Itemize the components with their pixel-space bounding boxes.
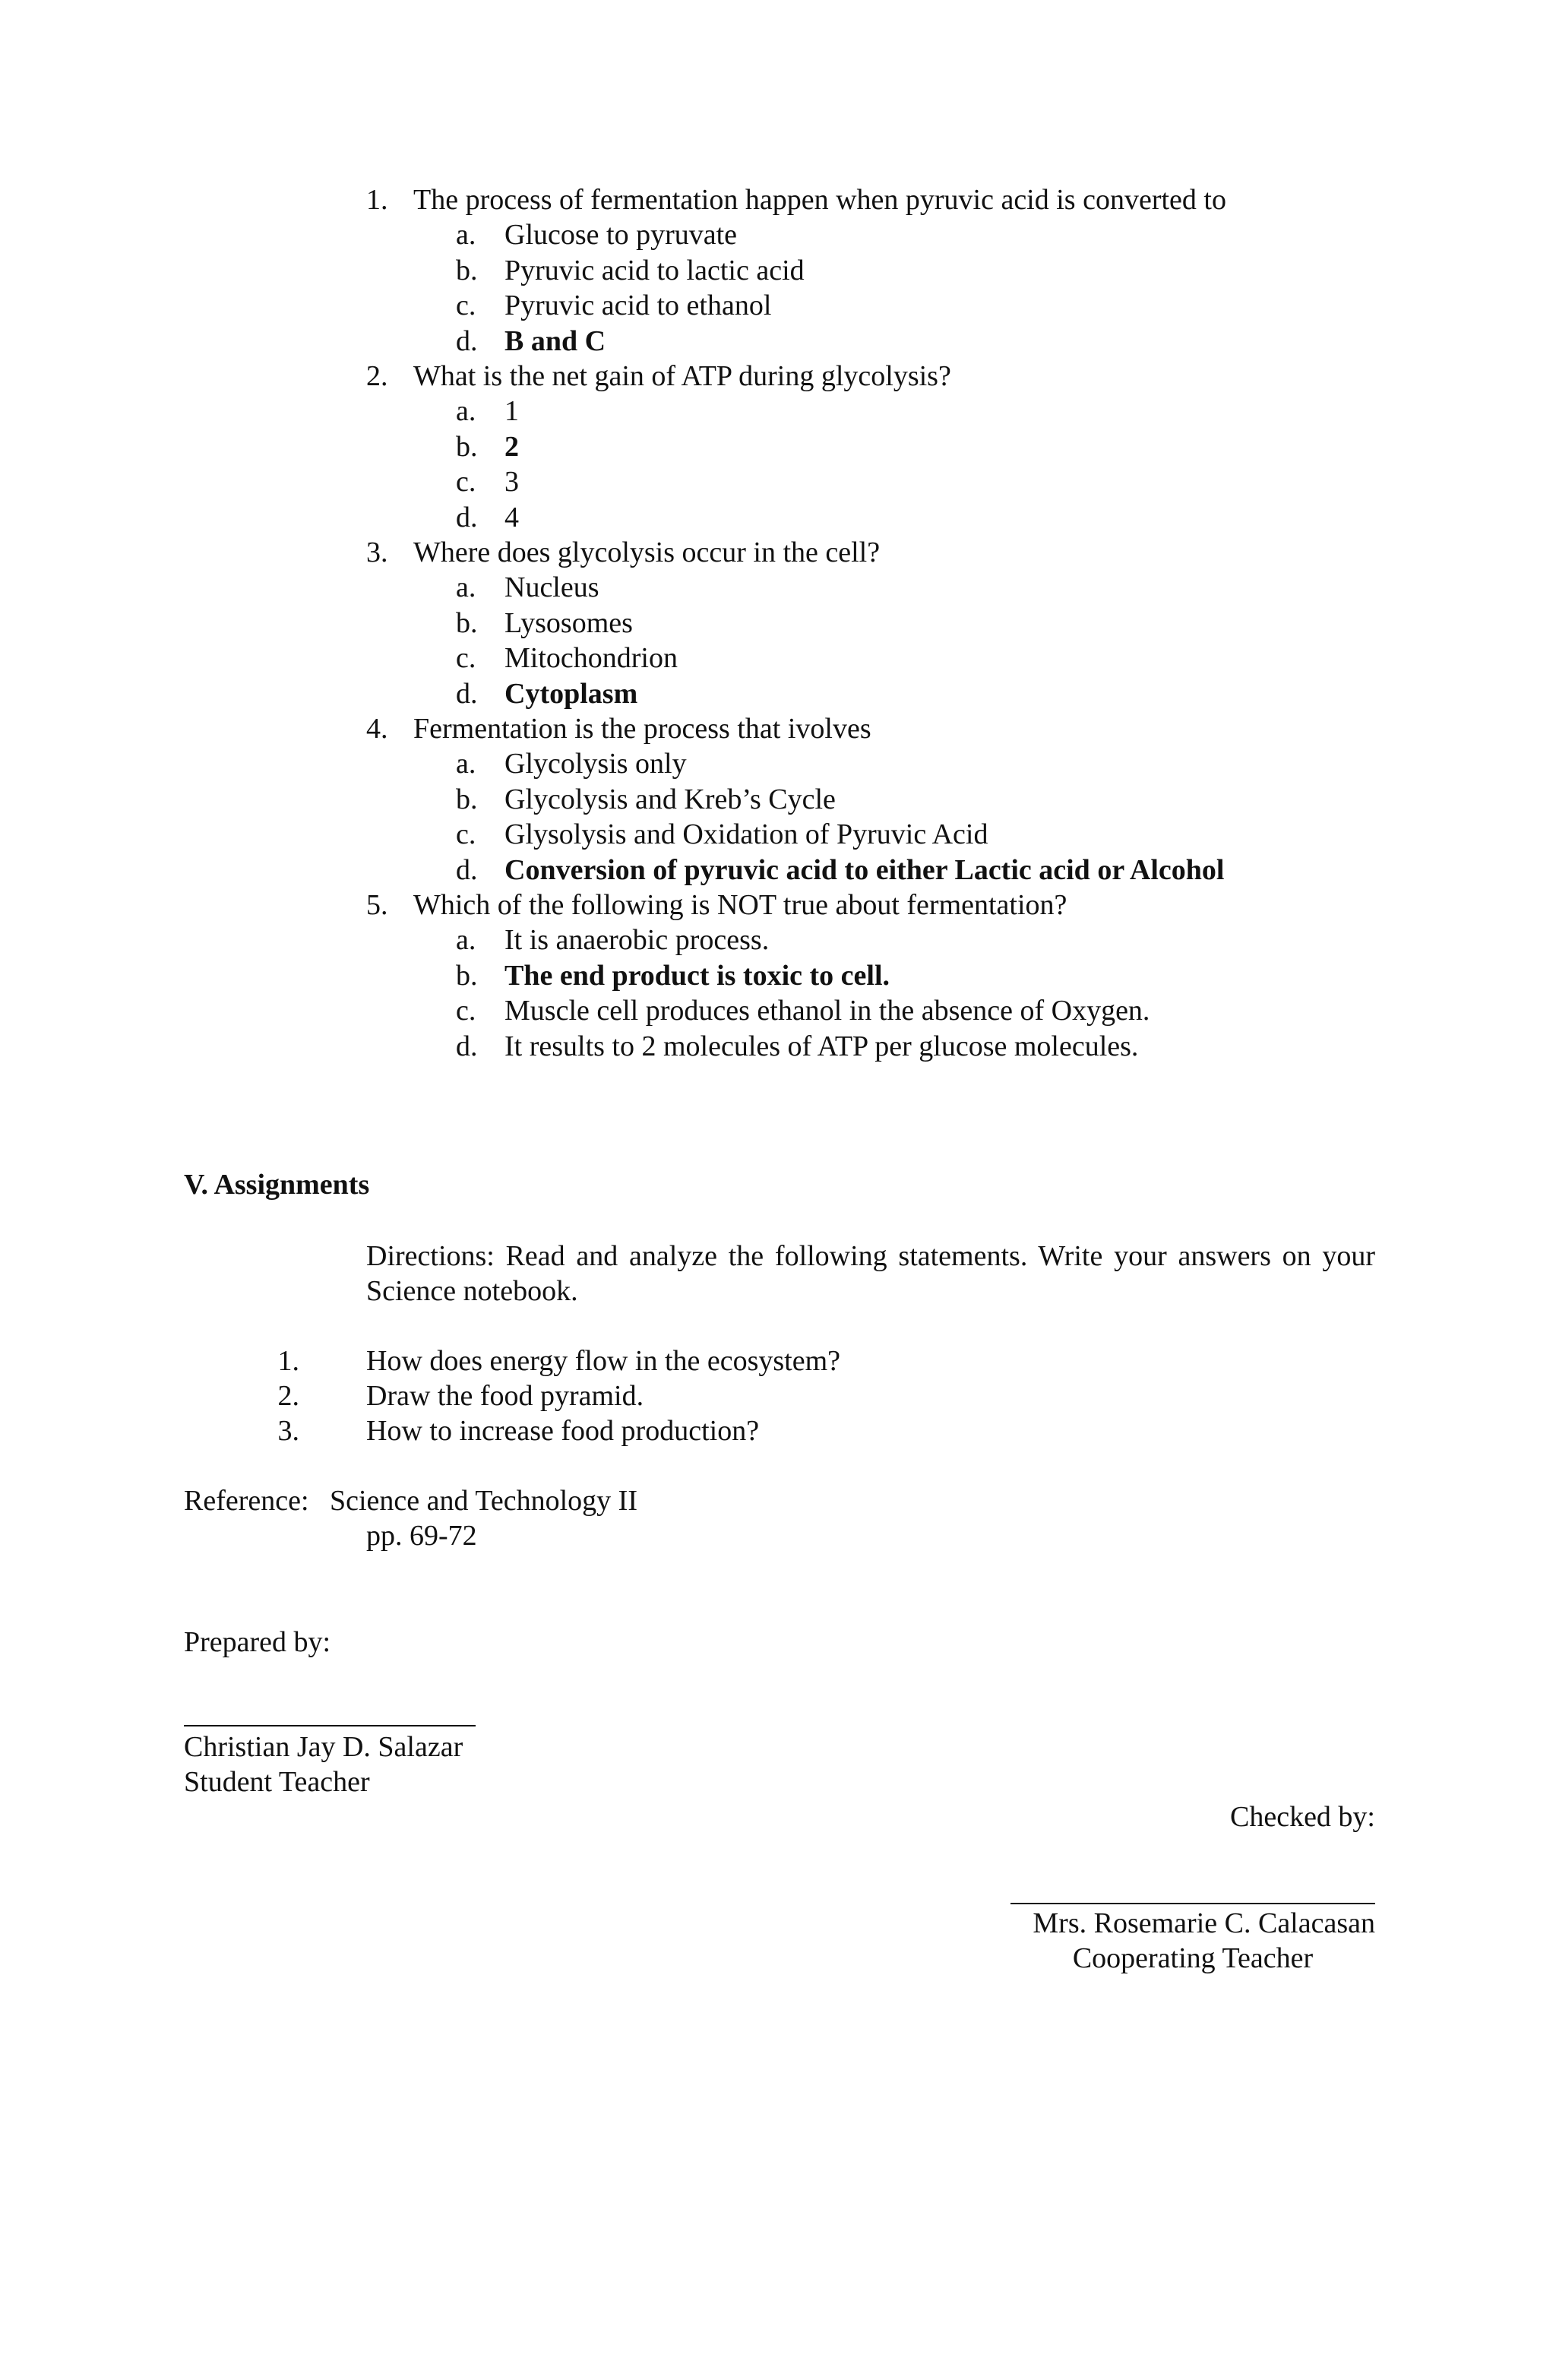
question-number: 2. [366,360,388,392]
option-text-correct-answer: 2 [504,431,519,463]
option-text: Glysolysis and Oxidation of Pyruvic Acid [504,818,988,850]
option-letter: a. [456,219,476,251]
assignment-item-text: Draw the food pyramid. [366,1380,644,1412]
prepared-signature-line [184,1725,476,1726]
reference-label: Reference: [184,1485,309,1517]
prepared-by-label: Prepared by: [184,1626,331,1658]
option-text-correct-answer: Conversion of pyruvic acid to either Lactic acid or Alcohol [504,854,1225,886]
option-letter: b. [456,607,478,639]
assignment-item-text: How does energy flow in the ecosystem? [366,1345,841,1377]
option-text: Pyruvic acid to ethanol [504,290,772,321]
option-text: Nucleus [504,571,599,603]
option-letter: c. [456,642,476,674]
question-text: What is the net gain of ATP during glycolysis? [413,360,951,392]
assignment-item-number: 2. [277,1380,299,1412]
question-number: 1. [366,184,388,216]
option-letter: d. [456,502,478,533]
prepared-by-name: Christian Jay D. Salazar [184,1731,463,1763]
option-text-correct-answer: Cytoplasm [504,678,638,710]
option-text-correct-answer: B and C [504,325,606,357]
option-letter: c. [456,290,476,321]
option-letter: d. [456,1030,478,1062]
checked-by-role: Cooperating Teacher [1072,1942,1314,1974]
option-text: Lysosomes [504,607,633,639]
option-text: 3 [504,466,519,498]
option-letter: d. [456,854,478,886]
prepared-by-role: Student Teacher [184,1766,370,1798]
question-number: 5. [366,889,388,921]
assignment-directions: Directions: Read and analyze the following statements. Write your answers on your Science notebook. [366,1240,1375,1307]
option-letter: a. [456,924,476,956]
option-text: 1 [504,395,519,427]
option-letter: c. [456,818,476,850]
option-text-correct-answer: The end product is toxic to cell. [504,960,890,992]
option-letter: a. [456,571,476,603]
option-text: Glucose to pyruvate [504,219,738,251]
option-letter: b. [456,255,478,286]
checked-signature-line [1010,1903,1375,1904]
option-letter: a. [456,748,476,780]
question-text: Which of the following is NOT true about fermentation? [413,889,1067,921]
option-letter: d. [456,678,478,710]
option-letter: d. [456,325,478,357]
reference-title: Science and Technology II [330,1485,637,1517]
option-text: 4 [504,502,519,533]
question-number: 3. [366,536,388,568]
assignment-item-number: 1. [277,1345,299,1377]
assignment-item-text: How to increase food production? [366,1415,760,1447]
option-letter: b. [456,431,478,463]
question-number: 4. [366,713,388,745]
option-text: Pyruvic acid to lactic acid [504,255,805,286]
option-text: Glycolysis only [504,748,687,780]
assignments-heading: V. Assignments [184,1169,370,1201]
question-text: Where does glycolysis occur in the cell? [413,536,881,568]
option-letter: c. [456,995,476,1027]
assignment-item-number: 3. [277,1415,299,1447]
option-text: It results to 2 molecules of ATP per glucose molecules. [504,1030,1139,1062]
option-text: It is anaerobic process. [504,924,770,956]
option-letter: b. [456,783,478,815]
checked-by-name: Mrs. Rosemarie C. Calacasan [1033,1907,1375,1939]
option-text: Mitochondrion [504,642,678,674]
reference-pages: pp. 69-72 [366,1520,477,1552]
option-text: Muscle cell produces ethanol in the absence of Oxygen. [504,995,1150,1027]
question-text: The process of fermentation happen when pyruvic acid is converted to [413,184,1226,216]
question-text: Fermentation is the process that ivolves [413,713,871,745]
checked-by-label: Checked by: [1229,1801,1375,1833]
option-letter: a. [456,395,476,427]
option-letter: c. [456,466,476,498]
option-text: Glycolysis and Kreb’s Cycle [504,783,836,815]
option-letter: b. [456,960,478,992]
